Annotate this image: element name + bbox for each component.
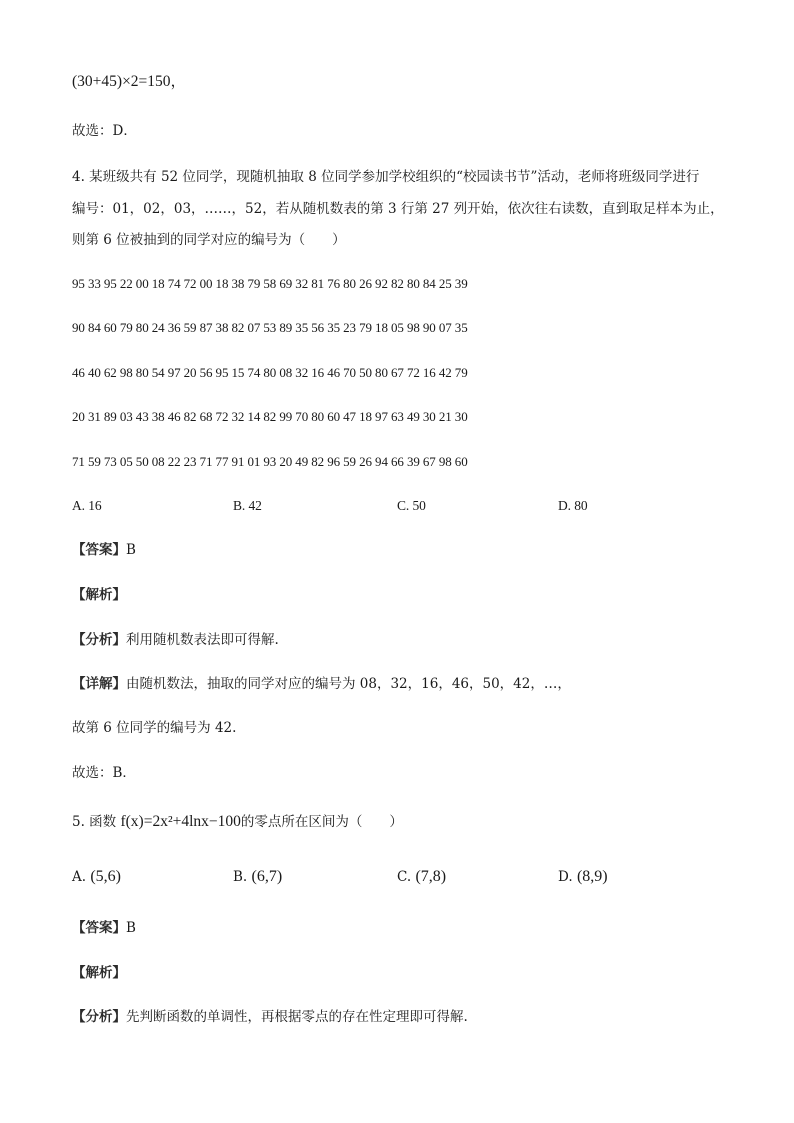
fenxi-text: 先判断函数的单调性，再根据零点的存在性定理即可得解. <box>126 1009 468 1025</box>
q5-option-a-label: A. <box>72 869 87 885</box>
q4-choose-line: 故选：B． <box>72 765 136 781</box>
q5-function-formula: f(x)=2x²+4lnx−100 <box>120 813 241 830</box>
answer-value: B <box>126 542 136 558</box>
q4-stem-line-2: 编号：01，02，03，……，52，若从随机数表的第 3 行第 27 列开始，依次往右读数，直到取足样本为止， <box>72 201 724 217</box>
fenxi-tag: 【分析】 <box>72 632 126 648</box>
q5-option-c-interval: (7,8) <box>415 868 447 885</box>
q5-suffix: 的零点所在区间为（ ） <box>240 814 403 830</box>
q4-option-a: A. 16 <box>72 498 102 513</box>
q4-stem-line-3: 则第 6 位被抽到的同学对应的编号为（ ） <box>72 232 346 248</box>
q5-option-b-interval: (6,7) <box>251 868 283 885</box>
choose-d-line: 故选：D． <box>72 123 137 139</box>
detail-text: 由随机数法，抽取的同学对应的编号为 08，32，16，46，50，42，…， <box>126 676 571 692</box>
q5-prefix: 5. 函数 <box>72 814 117 830</box>
analysis-tag: 【解析】 <box>72 587 126 603</box>
q4-detail-line <box>72 674 571 694</box>
fenxi-tag: 【分析】 <box>72 1009 126 1025</box>
q4-fenxi-line <box>72 630 279 650</box>
q5-fenxi-line <box>72 1007 468 1027</box>
q5-option-c-label: C. <box>397 869 412 885</box>
q4-analysis-line <box>72 585 126 605</box>
detail-tag: 【详解】 <box>72 676 126 692</box>
q4-option-c: C. 50 <box>397 498 426 513</box>
answer-value: B <box>126 920 136 936</box>
q4-answer-line <box>72 540 136 560</box>
q5-option-d-interval: (8,9) <box>576 868 608 885</box>
answer-tag: 【答案】 <box>72 920 126 936</box>
random-table-row-1: 95 33 95 22 00 18 74 72 00 18 38 79 58 69 32 81 76 80 26 92 82 80 84 25 39 <box>72 276 468 291</box>
analysis-tag: 【解析】 <box>72 965 126 981</box>
answer-tag: 【答案】 <box>72 542 126 558</box>
q5-analysis-line <box>72 963 126 983</box>
q5-option-d-label: D. <box>558 869 573 885</box>
q5-option-d <box>558 867 608 887</box>
random-table-row-4: 20 31 89 03 43 38 46 82 68 72 32 14 82 99 70 80 60 47 18 97 63 49 30 21 30 <box>72 409 468 424</box>
q5-option-a <box>72 867 121 887</box>
q4-detail-line-2: 故第 6 位同学的编号为 42. <box>72 720 237 736</box>
q5-option-b-label: B. <box>233 869 248 885</box>
q5-option-b <box>233 867 282 887</box>
random-table-row-3: 46 40 62 98 80 54 97 20 56 95 15 74 80 08 32 16 46 70 50 80 67 72 16 42 79 <box>72 365 468 380</box>
q5-stem-line <box>72 812 403 832</box>
q5-answer-line <box>72 918 136 938</box>
q5-option-c <box>397 867 446 887</box>
q4-option-d: D. 80 <box>558 498 588 513</box>
q5-option-a-interval: (5,6) <box>90 868 121 885</box>
calc-result-line: (30+45)×2=150， <box>72 73 187 90</box>
random-table-row-2: 90 84 60 79 80 24 36 59 87 38 82 07 53 89 35 56 35 23 79 18 05 98 90 07 35 <box>72 320 468 335</box>
q4-option-b: B. 42 <box>233 498 262 513</box>
fenxi-text: 利用随机数表法即可得解. <box>126 632 279 648</box>
q4-stem-line-1: 4. 某班级共有 52 位同学，现随机抽取 8 位同学参加学校组织的“校园读书节”活动，老师将班级同学进行 <box>72 169 700 185</box>
random-table-row-5: 71 59 73 05 50 08 22 23 71 77 91 01 93 20 49 82 96 59 26 94 66 39 67 98 60 <box>72 454 468 469</box>
